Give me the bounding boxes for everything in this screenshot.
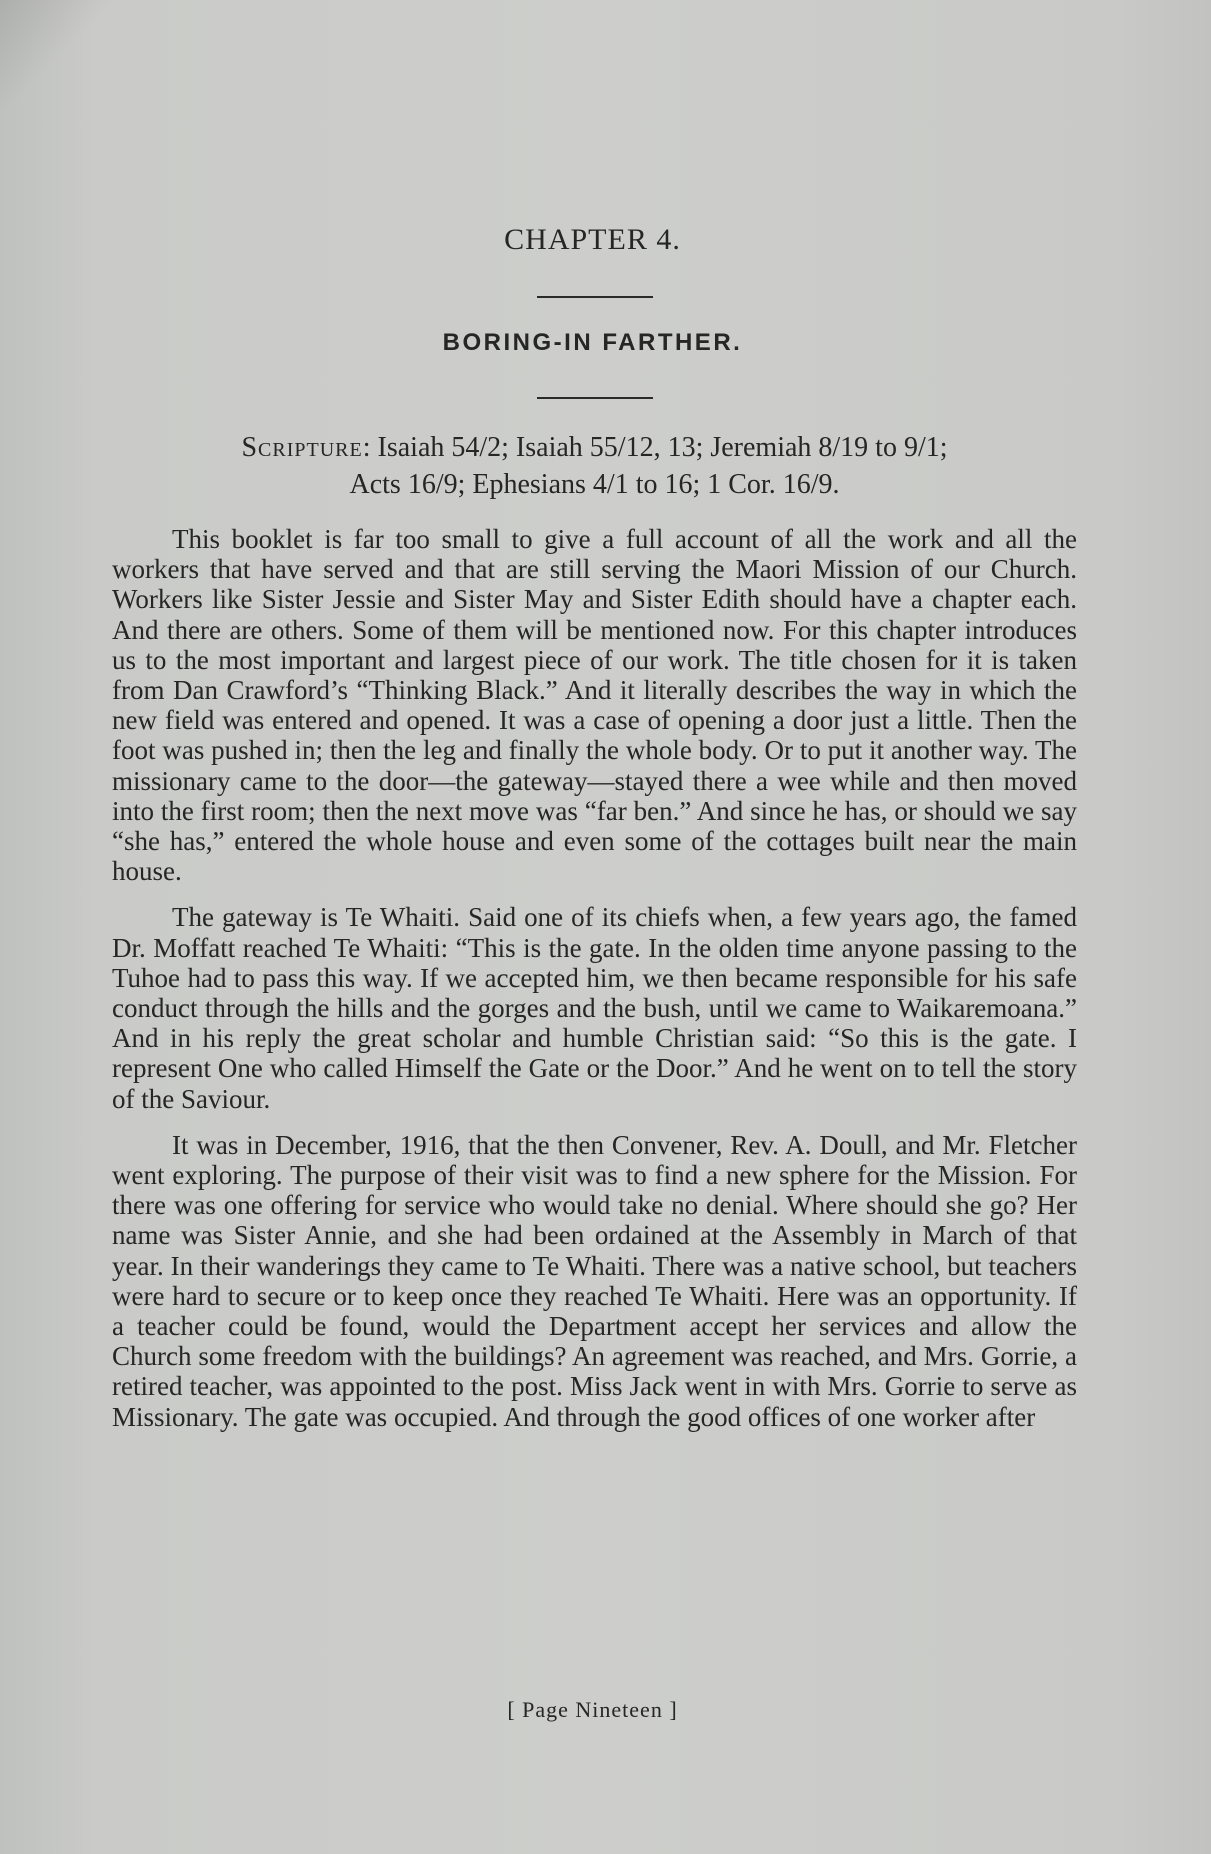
divider-rule-bottom <box>537 397 653 399</box>
paragraph-3: It was in December, 1916, that the then Convener, Rev. A. Doull, and Mr. Fletcher went exploring. The purpose of their visit was to find a new sphere for the Mission. For there was one offering for service who would take no denial. Where should she go? Her name was Sister Annie, and she had been ordained at the Assembly in March of that year. In their wanderings they came to Te Whaiti. There was a native school, but teachers were hard to secure or to keep once they reached Te Whaiti. Here was an opportunity. If a teacher could be found, would the Department accept her services and allow the Church some freedom with the buildings? An agreement was reached, and Mrs. Gorrie, a retired teacher, was appointed to the post. Miss Jack went in with Mrs. Gorrie to serve as Missionary. The gate was occupied. And through the good offices of one worker after <box>112 1129 1077 1432</box>
page-number-footer: [ Page Nineteen ] <box>507 1697 678 1722</box>
chapter-number: CHAPTER 4. <box>504 223 681 256</box>
scripture-label: Scripture <box>241 432 363 463</box>
scripture-refs-line-2: Acts 16/9; Ephesians 4/1 to 16; 1 Cor. 16/9. <box>349 469 840 500</box>
paragraph-2: The gateway is Te Whaiti. Said one of its chiefs when, a few years ago, the famed Dr. Moffatt reached Te Whaiti: “This is the gate. In the olden time anyone passing to the Tuhoe had to pass this way. If we accepted him, we then became responsible for his safe conduct through the hills and the gorges and the bush, until we came to Waikaremoana.” And in his reply the great scholar and humble Christian said: “So this is the gate. I represent One who called Himself the Gate or the Door.” And he went on to tell the story of the Saviour. <box>112 902 1077 1114</box>
chapter-body <box>112 524 1077 1448</box>
page-crease-shadow <box>0 0 140 120</box>
paragraph-1: This booklet is far too small to give a full account of all the work and all the workers that have served and that are still serving the Maori Mission of our Church. Workers like Sister Jessie and Sister May and Sister Edith should have a chapter each. And there are others. Some of them will be mentioned now. For this chapter introduces us to the most important and largest piece of our work. The title chosen for it is taken from Dan Crawford’s “Thinking Black.” And it literally describes the way in which the new field was entered and opened. It was a case of opening a door just a little. Then the foot was pushed in; then the leg and finally the whole body. Or to put it another way. The missionary came to the door—the gateway—stayed there a wee while and then moved into the first room; then the next move was “far ben.” And since he has, or should we say “she has,” entered the whole house and even some of the cottages built near the main house. <box>112 524 1077 887</box>
chapter-title: BORING-IN FARTHER. <box>442 329 743 356</box>
divider-rule-top <box>537 296 653 298</box>
scripture-references <box>112 429 1077 503</box>
scripture-refs-line-1: : Isaiah 54/2; Isaiah 55/12, 13; Jeremiah 8/19 to 9/1; <box>362 432 948 463</box>
